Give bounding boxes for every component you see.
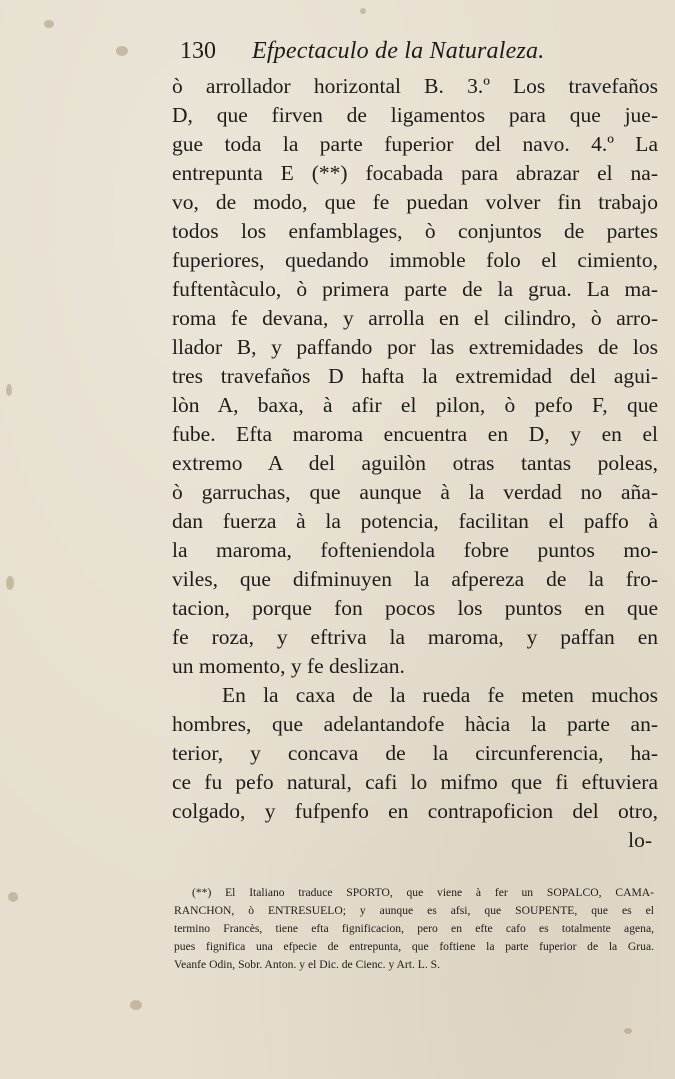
text-line: tacion, porque fon pocos los puntos en que <box>172 596 658 620</box>
foxing-spot <box>116 46 128 56</box>
text-line: lòn A, baxa, à afir el pilon, ò pefo F, que <box>172 393 658 417</box>
text-line: vo, de modo, que fe puedan volver fin trabajo <box>172 190 658 214</box>
foxing-spot <box>130 1000 142 1010</box>
text-line: llador B, y paffando por las extremidades de los <box>172 335 658 359</box>
text-line: dan fuerza à la potencia, facilitan el paffo à <box>172 509 658 533</box>
text-line: entrepunta E (**) focabada para abrazar el na- <box>172 161 658 185</box>
text-line: gue toda la parte fuperior del navo. 4.º La <box>172 132 658 156</box>
foxing-spot <box>624 1028 632 1034</box>
catchword: lo- <box>628 828 652 852</box>
page-header <box>180 38 580 74</box>
footnote <box>174 884 654 974</box>
footnote-line: termino Francès, tiene efta fignificacion, pero en efte cafo es totalmente agena, <box>174 922 654 935</box>
text-line: fe roza, y eftriva la maroma, y paffan en <box>172 625 658 649</box>
page-number: 130 <box>180 38 216 64</box>
foxing-spot <box>44 20 54 28</box>
foxing-spot <box>6 576 14 590</box>
text-line: tres travefaños D hafta la extremidad del agui- <box>172 364 658 388</box>
text-line: extremo A del aguilòn otras tantas poleas, <box>172 451 658 475</box>
footnote-line: RANCHON, ò ENTRESUELO; y aunque es afsi, que SOUPENTE, que es el <box>174 904 654 917</box>
text-line: todos los enfamblages, ò conjuntos de partes <box>172 219 658 243</box>
foxing-spot <box>6 384 12 396</box>
text-line: viles, que difminuyen la afpereza de la fro- <box>172 567 658 591</box>
paragraph-end-line: un momento, y fe deslizan. <box>172 654 405 678</box>
footnote-line: Veanfe Odin, Sobr. Anton. y el Dic. de Cienc. y Art. L. S. <box>174 958 440 971</box>
text-line: terior, y concava de la circunferencia, ha- <box>172 741 658 765</box>
text-line: ò arrollador horizontal B. 3.º Los travefaños <box>172 74 658 98</box>
footnote-line: (**) El Italiano traduce SPORTO, que viene à fer un SOPALCO, CAMA- <box>192 886 654 899</box>
body-text <box>172 72 658 855</box>
text-line: fuftentàculo, ò primera parte de la grua. La ma- <box>172 277 658 301</box>
text-line: ce fu pefo natural, cafi lo mifmo que fi eftuviera <box>172 770 658 794</box>
text-line: la maroma, fofteniendola fobre puntos mo- <box>172 538 658 562</box>
text-line: fuperiores, quedando immoble folo el cimiento, <box>172 248 658 272</box>
text-line: hombres, que adelantandofe hàcia la parte an- <box>172 712 658 736</box>
text-line: roma fe devana, y arrolla en el cilindro, ò arro- <box>172 306 658 330</box>
text-line: colgado, y fufpenfo en contrapoficion del otro, <box>172 799 658 823</box>
foxing-spot <box>8 892 18 902</box>
text-line: ò garruchas, que aunque à la verdad no aña- <box>172 480 658 504</box>
text-line: D, que firven de ligamentos para que jue- <box>172 103 658 127</box>
running-title: Efpectaculo de la Naturaleza. <box>252 38 545 64</box>
text-line: fube. Efta maroma encuentra en D, y en el <box>172 422 658 446</box>
paragraph-start-line: En la caxa de la rueda fe meten muchos <box>222 683 658 707</box>
footnote-line: pues fignifica una efpecie de entrepunta, que foftiene la parte fuperior de la Grua. <box>174 940 654 953</box>
foxing-spot <box>360 8 366 14</box>
